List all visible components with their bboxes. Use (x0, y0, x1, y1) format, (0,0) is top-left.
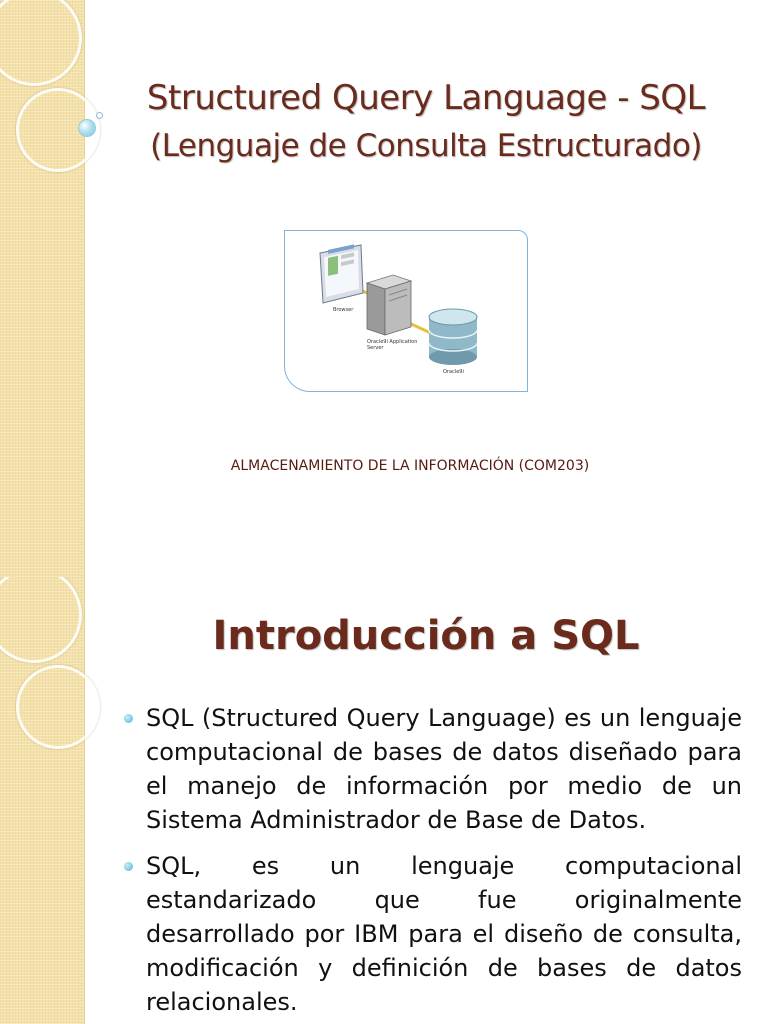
bullet-list (118, 701, 742, 1024)
list-item (118, 849, 742, 1019)
slide-subtitle: (Lenguaje de Consulta Estructurado) (150, 128, 702, 164)
browser-label: Browser (333, 307, 354, 313)
bullet-icon (124, 862, 133, 871)
bullet-icon (124, 714, 133, 723)
architecture-diagram (284, 230, 528, 392)
bullet-text: SQL (Structured Query Language) es un lenguaje computacional de bases de datos diseñado para el manejo de información por medio de un Sistema Administrador de Base de Datos. (146, 704, 742, 834)
decorative-side-band (0, 0, 85, 577)
bullet-text: SQL, es un lenguaje computacional estandarizado que fue originalmente desarrollado por IBM para el diseño de consulta, modificación y definición de bases de datos relacionales. (146, 852, 742, 1016)
slide-introduction (0, 577, 768, 1024)
decorative-ring (0, 577, 82, 663)
slide-title-main: Structured Query Language - SQL (146, 78, 706, 118)
server-icon (367, 275, 411, 335)
list-item (118, 701, 742, 837)
course-name: ALMACENAMIENTO DE LA INFORMACIÓN (COM203) (230, 458, 590, 474)
database-icon (429, 309, 477, 365)
database-label: Oracle9i (443, 369, 464, 375)
decorative-ring (0, 0, 82, 86)
browser-icon (320, 244, 363, 303)
server-label: Oracle9i Application Server (367, 339, 418, 351)
slide-heading: Introducción a SQL (212, 613, 640, 659)
decorative-side-band (0, 577, 85, 1024)
decorative-ring (16, 665, 100, 749)
